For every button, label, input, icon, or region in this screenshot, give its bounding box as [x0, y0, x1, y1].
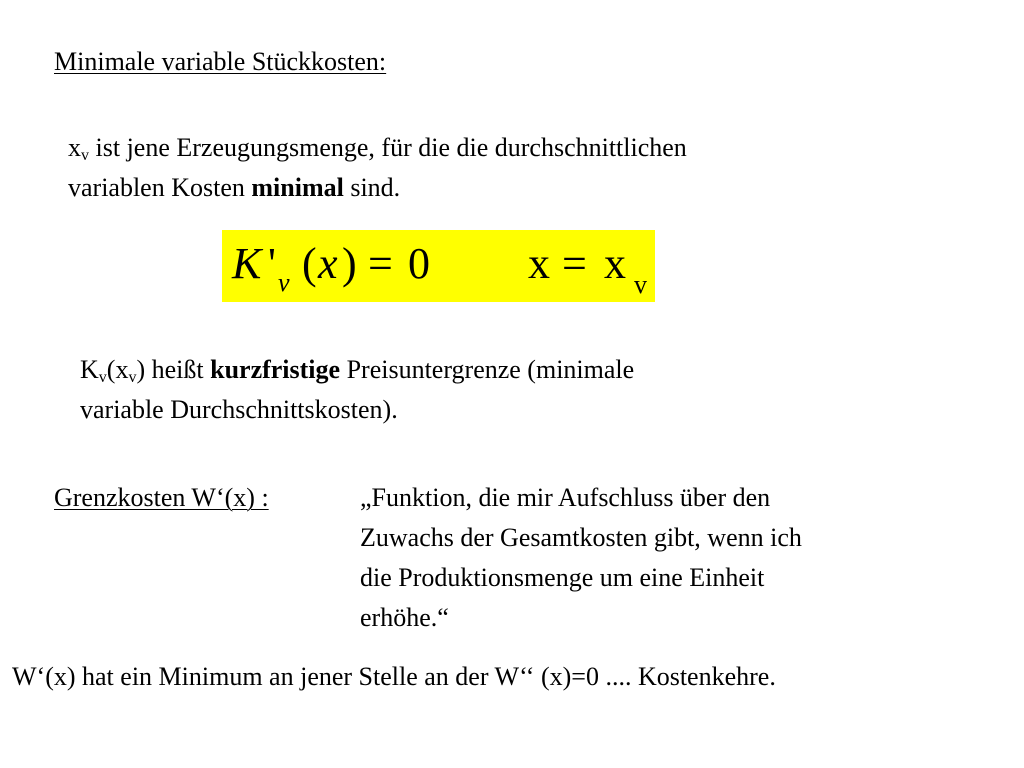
definition-text-3: sind. [343, 173, 401, 202]
definition-line-2 [68, 168, 400, 208]
formula-x: x [318, 239, 338, 288]
formula-zero: 0 [408, 239, 430, 288]
kv-subscript-2: v [128, 369, 137, 386]
definition-text-2: variablen Kosten [68, 173, 252, 202]
formula-K: K [232, 239, 262, 288]
formula-box [222, 230, 655, 302]
formula-prime: ' [268, 239, 276, 288]
formula-open-paren: ( [302, 239, 317, 288]
kv-text-2: Preisuntergrenze (minimale [340, 355, 635, 384]
minimum-statement: W‘(x) hat ein Minimum an jener Stelle an der W‘‘ (x)=0 .... Kostenkehre. [12, 662, 776, 691]
kv-K: K [80, 355, 99, 384]
x-symbol: x [68, 133, 81, 162]
kv-subscript-1: v [98, 369, 107, 386]
emphasis-minimal: minimal [251, 173, 344, 202]
grenzkosten-quote-1: „Funktion, die mir Aufschluss über den [360, 483, 771, 512]
emphasis-kurzfristige: kurzfristige [210, 355, 341, 384]
grenzkosten-quote-3: die Produktionsmenge um eine Einheit [360, 563, 765, 592]
kv-line-1 [80, 350, 634, 390]
kv-line-2: variable Durchschnittskosten). [80, 395, 398, 424]
definition-line-1 [68, 128, 687, 168]
kv-open: (x [106, 355, 129, 384]
grenzkosten-quote-2: Zuwachs der Gesamtkosten gibt, wenn ich [360, 523, 802, 552]
formula-equals: = [368, 239, 393, 288]
formula-equals-2: = [562, 239, 587, 288]
page-heading: Minimale variable Stückkosten: [54, 47, 387, 76]
definition-text: ist jene Erzeugungsmenge, für die die durchschnittlichen [89, 133, 687, 162]
formula-subscript-v2: v [634, 270, 647, 299]
formula-subscript-v: v [278, 268, 290, 297]
kv-text: ) heißt [136, 355, 211, 384]
subscript-v: v [81, 147, 89, 164]
formula-close-paren: ) [342, 239, 357, 288]
formula-x2: x [528, 239, 550, 288]
grenzkosten-quote-4: erhöhe.“ [360, 603, 449, 632]
formula-x3: x [604, 239, 626, 288]
grenzkosten-label: Grenzkosten W‘(x) : [54, 483, 269, 512]
